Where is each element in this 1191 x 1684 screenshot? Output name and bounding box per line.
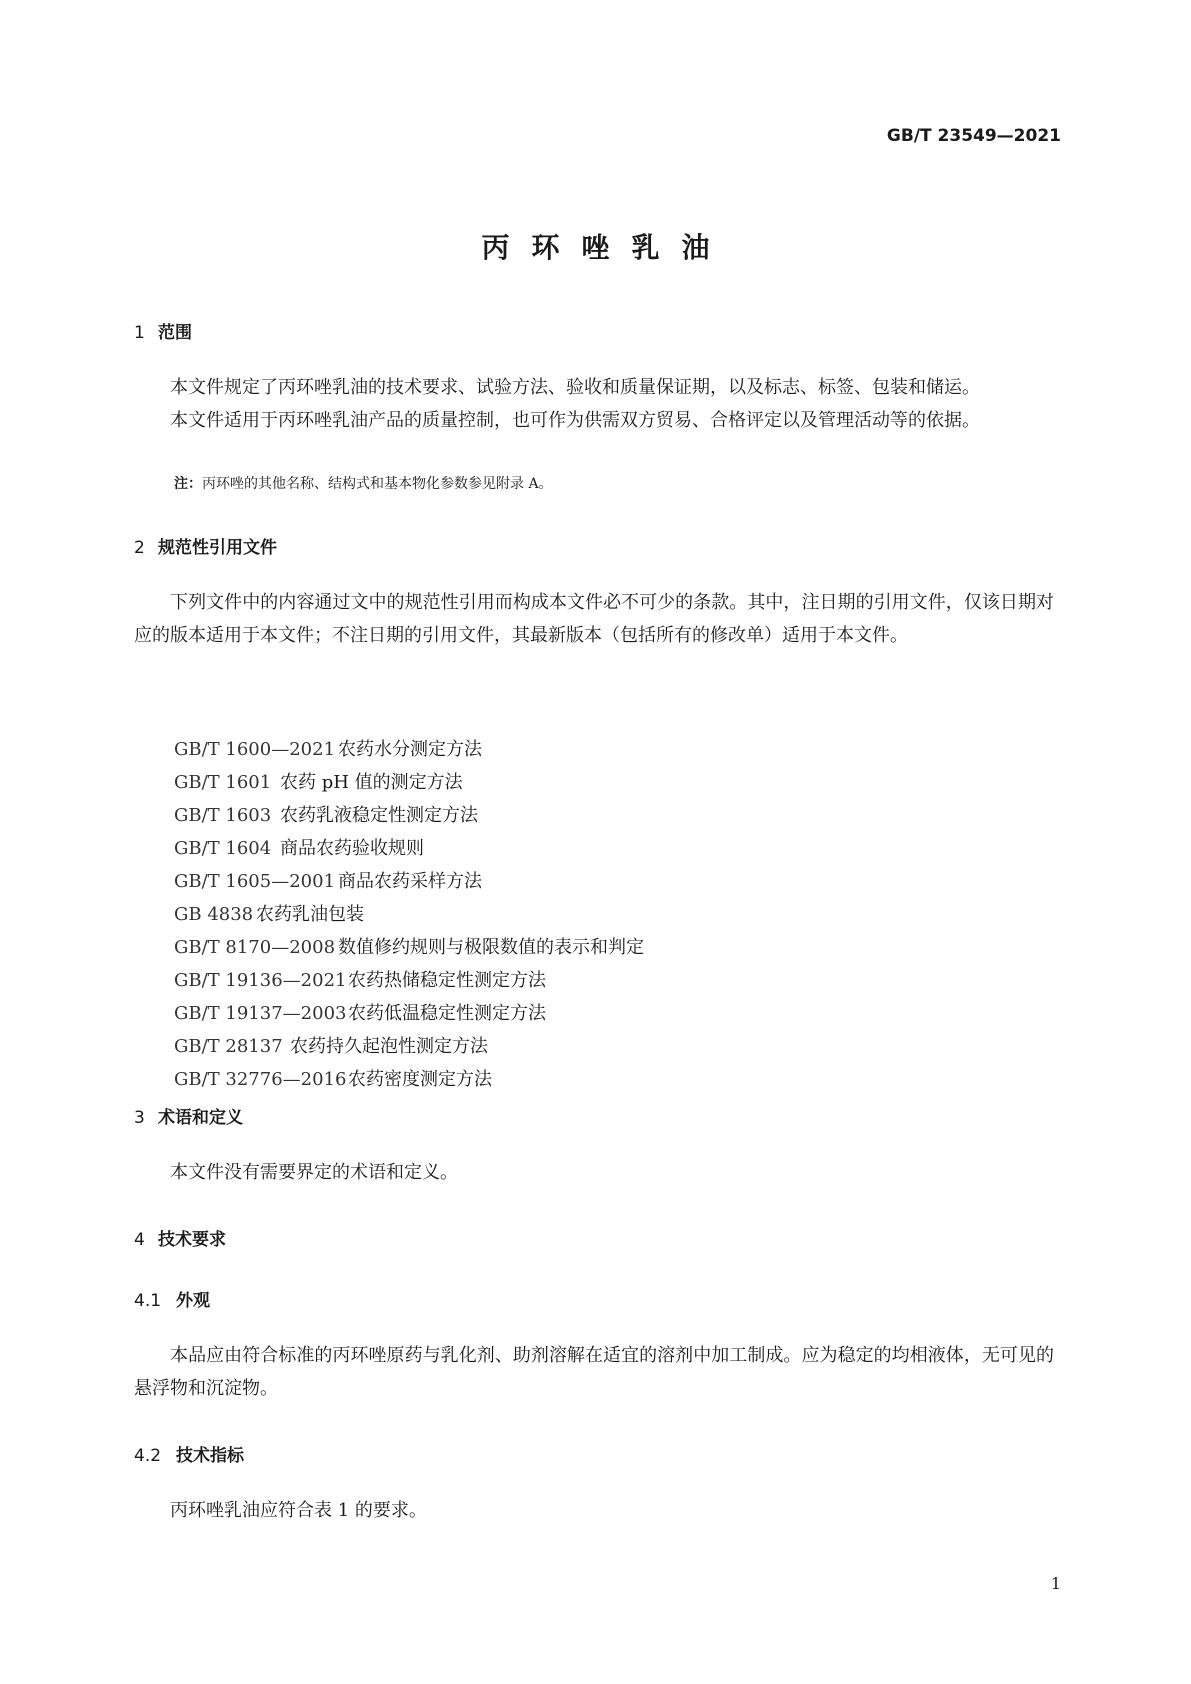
reference-title: 农药持久起泡性测定方法 — [290, 1036, 488, 1057]
section-3-paragraph-1 — [134, 1156, 1054, 1189]
reference-code: GB/T 8170—2008 — [174, 937, 336, 958]
reference-item — [174, 1032, 644, 1065]
reference-item — [174, 900, 644, 933]
reference-title: 商品农药采样方法 — [338, 871, 482, 892]
section-2-heading — [134, 533, 277, 558]
reference-code: GB/T 19137—2003 — [174, 1003, 347, 1024]
section-1-paragraph-1 — [134, 371, 1054, 404]
section-1-heading — [134, 318, 192, 343]
section-number: 2 — [134, 538, 145, 558]
document-title: 丙环唑乳油 — [481, 231, 732, 264]
reference-item — [174, 999, 644, 1032]
paragraph-text: 本文件规定了丙环唑乳油的技术要求、试验方法、验收和质量保证期，以及标志、标签、包装和储运。 — [170, 377, 980, 398]
paragraph-text: 本品应由符合标准的丙环唑原药与乳化剂、助剂溶解在适宜的溶剂中加工制成。应为稳定的均相液体，无可见的悬浮物和沉淀物。 — [134, 1345, 1054, 1399]
reference-title: 农药水分测定方法 — [338, 739, 482, 760]
section-title: 技术指标 — [176, 1446, 244, 1466]
note-label: 注： — [174, 476, 202, 492]
reference-item — [174, 933, 644, 966]
reference-item — [174, 735, 644, 768]
reference-item — [174, 867, 644, 900]
section-number: 3 — [134, 1108, 145, 1128]
section-title: 规范性引用文件 — [158, 538, 277, 558]
paragraph-text: 下列文件中的内容通过文中的规范性引用而构成本文件必不可少的条款。其中，注日期的引用文件，仅该日期对应的版本适用于本文件；不注日期的引用文件，其最新版本（包括所有的修改单）适用于本文件。 — [134, 592, 1054, 646]
page-number: 1 — [1050, 1574, 1061, 1593]
section-number: 4.2 — [134, 1446, 162, 1466]
reference-code: GB/T 28137 — [174, 1036, 283, 1057]
reference-item — [174, 1065, 644, 1098]
reference-title: 农药乳油包装 — [256, 904, 364, 925]
section-title: 技术要求 — [158, 1230, 226, 1250]
reference-item — [174, 834, 644, 867]
section-1-note — [174, 473, 553, 493]
reference-code: GB/T 32776—2016 — [174, 1069, 347, 1090]
section-4-2-paragraph-1 — [134, 1494, 1054, 1527]
section-title: 范围 — [158, 323, 192, 343]
section-4-1-paragraph-1 — [134, 1339, 1054, 1405]
reference-item — [174, 966, 644, 999]
reference-title: 农药热储稳定性测定方法 — [348, 970, 546, 991]
section-3-heading — [134, 1103, 243, 1128]
section-4-heading — [134, 1225, 226, 1250]
reference-title: 农药密度测定方法 — [348, 1069, 492, 1090]
reference-code: GB/T 19136—2021 — [174, 970, 347, 991]
reference-code: GB/T 1601 — [174, 772, 272, 793]
reference-code: GB 4838 — [174, 904, 254, 925]
section-title: 外观 — [176, 1291, 210, 1311]
section-number: 1 — [134, 323, 145, 343]
reference-title: 农药低温稳定性测定方法 — [348, 1003, 546, 1024]
reference-title: 数值修约规则与极限数值的表示和判定 — [338, 937, 644, 958]
paragraph-text: 丙环唑乳油应符合表 1 的要求。 — [170, 1500, 427, 1521]
section-4-2-heading — [134, 1441, 244, 1466]
paragraph-text: 本文件没有需要界定的术语和定义。 — [170, 1162, 458, 1183]
reference-code: GB/T 1605—2001 — [174, 871, 336, 892]
reference-code: GB/T 1603 — [174, 805, 272, 826]
note-text: 丙环唑的其他名称、结构式和基本物化参数参见附录 A。 — [202, 476, 553, 492]
reference-title: 商品农药验收规则 — [280, 838, 424, 859]
reference-code: GB/T 1600—2021 — [174, 739, 336, 760]
paragraph-text: 本文件适用于丙环唑乳油产品的质量控制，也可作为供需双方贸易、合格评定以及管理活动等的依据。 — [170, 410, 980, 431]
section-2-paragraph-1 — [134, 586, 1054, 652]
reference-item — [174, 801, 644, 834]
section-4-1-heading — [134, 1286, 210, 1311]
section-title: 术语和定义 — [158, 1108, 243, 1128]
reference-title: 农药乳液稳定性测定方法 — [280, 805, 478, 826]
standard-code: GB/T 23549—2021 — [886, 126, 1061, 146]
normative-references-list — [174, 735, 644, 1098]
reference-code: GB/T 1604 — [174, 838, 272, 859]
section-number: 4.1 — [134, 1291, 162, 1311]
section-number: 4 — [134, 1230, 145, 1250]
reference-item — [174, 768, 644, 801]
reference-title: 农药 pH 值的测定方法 — [280, 772, 463, 793]
section-1-paragraph-2 — [134, 404, 1054, 437]
